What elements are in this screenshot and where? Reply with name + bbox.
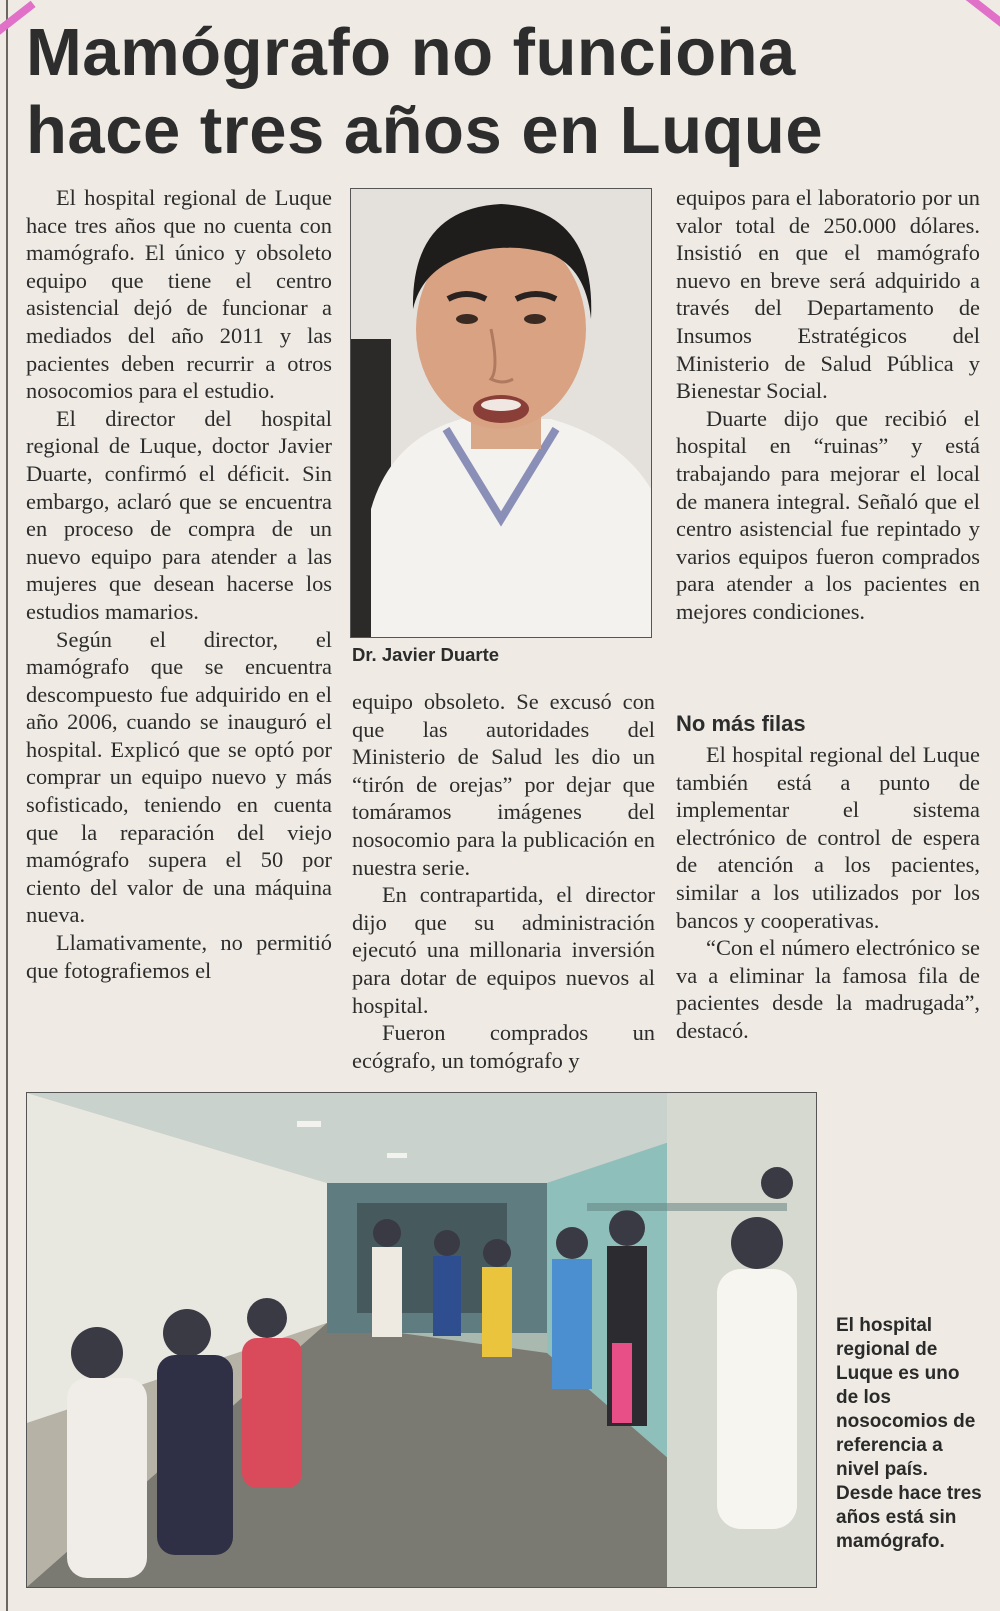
- corridor-photo-caption: El hospital regional de Luque es uno de los nosocomios de referencia a nivel país. Desde hace tres años está sin mamógrafo.: [836, 1315, 982, 1552]
- column-middle: [352, 688, 655, 1074]
- corridor-illustration: [27, 1093, 816, 1587]
- paragraph: Llamativamente, no permitió que fotografiemos el: [26, 930, 332, 983]
- portrait-caption: Dr. Javier Duarte: [352, 644, 500, 665]
- paragraph: Según el director, el mamógrafo que se encuentra descompuesto fue adquirido en el año 2006, cuando se inauguró el hospital. Explicó que se optó por comprar un equipo nuevo y más sofisticado, teniendo en cuenta que la reparación del viejo mamógrafo supera el 50 por ciento del valor de una máquina nueva.: [26, 626, 332, 928]
- paragraph: equipo obsoleto. Se excusó con que las autoridades del Ministerio de Salud les dio un “tirón de orejas” por dejar que tomáramos imágenes del nosocomio para la publicación en nuestra serie.: [352, 689, 655, 880]
- paragraph: Duarte dijo que recibió el hospital en “ruinas” y está trabajando para mejorar el local de manera integral. Señaló que el centro asistencial fue repintado y varios equipos fueron comprados para atender a los pacientes en mejores condiciones.: [676, 405, 980, 624]
- headline: [26, 14, 986, 170]
- paragraph: equipos para el laboratorio por un valor total de 250.000 dólares. Insistió en que el mamógrafo nuevo en breve será adquirido a través del Departamento de Insumos Estratégicos del Ministerio de Salud Pública y Bienestar Social.: [676, 185, 980, 404]
- paragraph: El director del hospital regional de Luque, doctor Javier Duarte, confirmó el déficit. Sin embargo, aclaró que se encuentra en proceso de compra de un nuevo equipo para atender a las mujeres que desean hacerse los estudios mamarios.: [26, 405, 332, 624]
- column-right-lower: [676, 741, 980, 1045]
- paragraph: En contrapartida, el director dijo que su administración ejecutó una millonaria inversión para dotar de equipos nuevos al hospital.: [352, 882, 655, 1018]
- paragraph: Fueron comprados un ecógrafo, un tomógrafo y: [352, 1020, 655, 1073]
- column-right-upper: [676, 184, 980, 626]
- paragraph: El hospital regional de Luque hace tres años que no cuenta con mamógrafo. El único y obsoleto equipo que tiene el centro asistencial dejó de funcionar a mediados del año 2011 y las pacientes deben recurrir a otros nosocomios para el estudio.: [26, 185, 332, 404]
- headline-line-1: Mamógrafo no funciona: [26, 15, 796, 90]
- column-left: [26, 184, 332, 984]
- portrait-illustration: [351, 189, 651, 637]
- section-subheading: No más filas: [676, 711, 806, 736]
- portrait-photo: [350, 188, 652, 638]
- page-edge-line: [6, 0, 8, 1611]
- paragraph: El hospital regional del Luque también está a punto de implementar el sistema electrónico de control de espera de atención a los pacientes, similar a los utilizados por los bancos y cooperativas.: [676, 742, 980, 933]
- headline-line-2: hace tres años en Luque: [26, 93, 824, 168]
- hospital-corridor-photo: [26, 1092, 817, 1588]
- paragraph: “Con el número electrónico se va a eliminar la famosa fila de pacientes desde la madrugada”, destacó.: [676, 935, 980, 1043]
